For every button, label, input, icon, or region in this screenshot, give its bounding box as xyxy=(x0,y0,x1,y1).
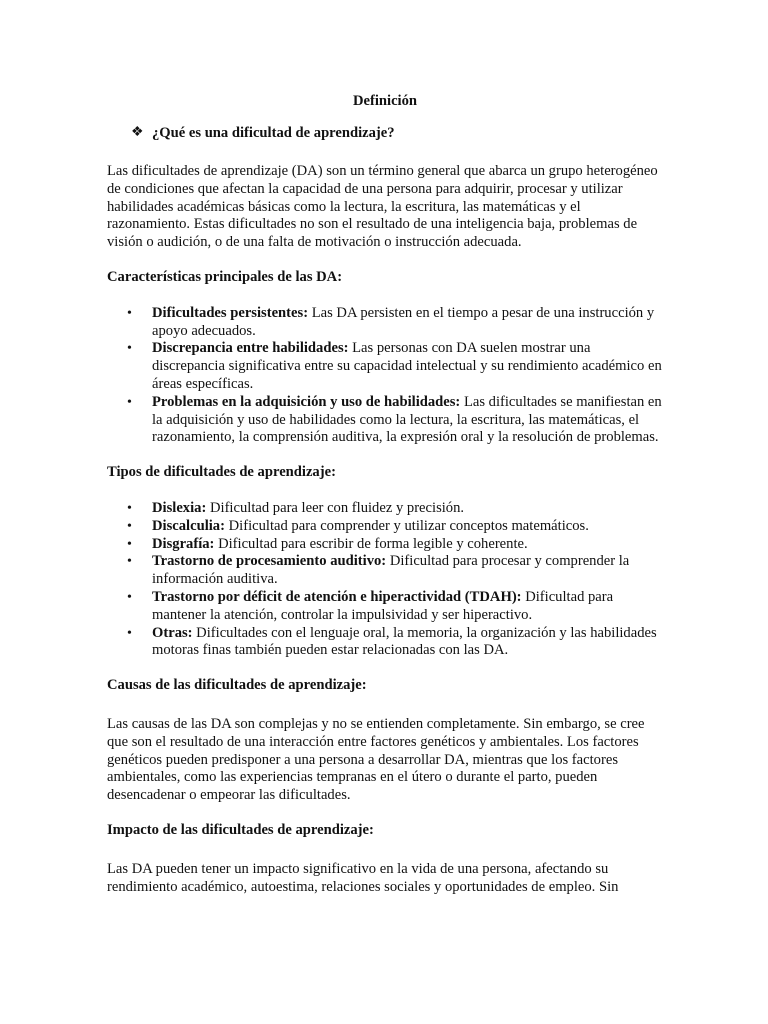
list-item-text: Dificultades con el lenguaje oral, la memoria, la organización y las habilidades motoras finas también pueden estar relacionadas con las DA. xyxy=(152,624,657,659)
impact-heading: Impacto de las dificultades de aprendizaje: xyxy=(107,821,374,838)
list-item-term: Otras: xyxy=(152,624,193,641)
list-item-term: Discrepancia entre habilidades: xyxy=(152,340,349,357)
bullet-icon: • xyxy=(127,394,132,410)
list-item-term: Problemas en la adquisición y uso de habilidades: xyxy=(152,393,461,410)
bullet-icon: • xyxy=(127,536,132,552)
list-item-text: Dificultad para procesar y comprender la información auditiva. xyxy=(152,553,630,588)
list-item-term: Dificultades persistentes: xyxy=(152,304,309,321)
list-item xyxy=(107,625,663,661)
list-item xyxy=(107,518,663,536)
list-item-text: Las DA persisten en el tiempo a pesar de una instrucción y apoyo adecuados. xyxy=(152,304,655,339)
list-item xyxy=(107,500,663,518)
bullet-icon: • xyxy=(127,305,132,321)
list-item xyxy=(107,394,663,447)
list-item-text: Dificultad para comprender y utilizar conceptos matemáticos. xyxy=(224,517,589,534)
characteristics-heading: Características principales de las DA: xyxy=(107,268,343,285)
causes-heading: Causas de las dificultades de aprendizaje: xyxy=(107,677,367,694)
list-item xyxy=(107,340,663,393)
list-item xyxy=(107,536,663,554)
list-item-text: Dificultad para leer con fluidez y precisión. xyxy=(206,499,465,516)
causes-paragraph: Las causas de las DA son complejas y no se entienden completamente. Sin embargo, se cree que son el resultado de una interacción entre factores genéticos y ambientales. Los factores genéticos pueden predisponer a una persona a desarrollar DA, mientras que los factores ambientales, como las experiencias tempranas en el útero o durante el parto, pueden desencadenar o empeorar las dificultades. xyxy=(107,715,645,804)
list-item-term: Dislexia: xyxy=(152,499,207,516)
characteristics-list xyxy=(107,305,663,447)
bullet-icon: • xyxy=(127,518,132,534)
list-item-term: Trastorno de procesamiento auditivo: xyxy=(152,553,387,570)
impact-paragraph: Las DA pueden tener un impacto significativo en la vida de una persona, afectando su rendimiento académico, autoestima, relaciones sociales y oportunidades de empleo. Sin xyxy=(107,860,619,895)
bullet-icon: • xyxy=(127,625,132,641)
list-item-text: Las dificultades se manifiestan en la adquisición y uso de habilidades como la lectura, la escritura, las matemáticas, el razonamiento, la comprensión auditiva, la expresión oral y la resolución de problemas. xyxy=(152,393,662,446)
types-list xyxy=(107,500,663,660)
document-title: Definición xyxy=(352,93,418,109)
bullet-icon: • xyxy=(127,341,132,357)
list-item-text: Dificultad para escribir de forma legible y coherente. xyxy=(214,535,528,552)
list-item-text: Dificultad para mantener la atención, controlar la impulsividad y ser hiperactivo. xyxy=(152,588,614,623)
bullet-icon: • xyxy=(127,589,132,605)
list-item xyxy=(107,305,663,341)
question-text: ¿Qué es una dificultad de aprendizaje? xyxy=(152,125,395,141)
list-item xyxy=(107,589,663,625)
document-content xyxy=(107,92,663,896)
bullet-icon: • xyxy=(127,554,132,570)
list-item xyxy=(107,553,663,589)
bullet-icon: • xyxy=(127,500,132,516)
question-heading xyxy=(107,124,663,142)
list-item-term: Disgrafía: xyxy=(152,535,215,552)
types-heading: Tipos de dificultades de aprendizaje: xyxy=(107,464,336,481)
list-item-term: Trastorno por déficit de atención e hiperactividad (TDAH): xyxy=(152,588,522,605)
intro-paragraph: Las dificultades de aprendizaje (DA) son un término general que abarca un grupo heterogéneo de condiciones que afectan la capacidad de una persona para adquirir, procesar y utilizar habilidades académicas básicas como la lectura, la escritura, las matemáticas y el razonamiento. Estas dificultades no son el resultado de una inteligencia baja, problemas de visión o audición, o de una falta de motivación o instrucción adecuada. xyxy=(107,163,658,251)
list-item-text: Las personas con DA suelen mostrar una discrepancia significativa entre su capacidad intelectual y su rendimiento académico en áreas específicas. xyxy=(152,340,662,392)
list-item-term: Discalculia: xyxy=(152,517,225,534)
diamond-bullet-icon: ❖ xyxy=(131,125,144,140)
